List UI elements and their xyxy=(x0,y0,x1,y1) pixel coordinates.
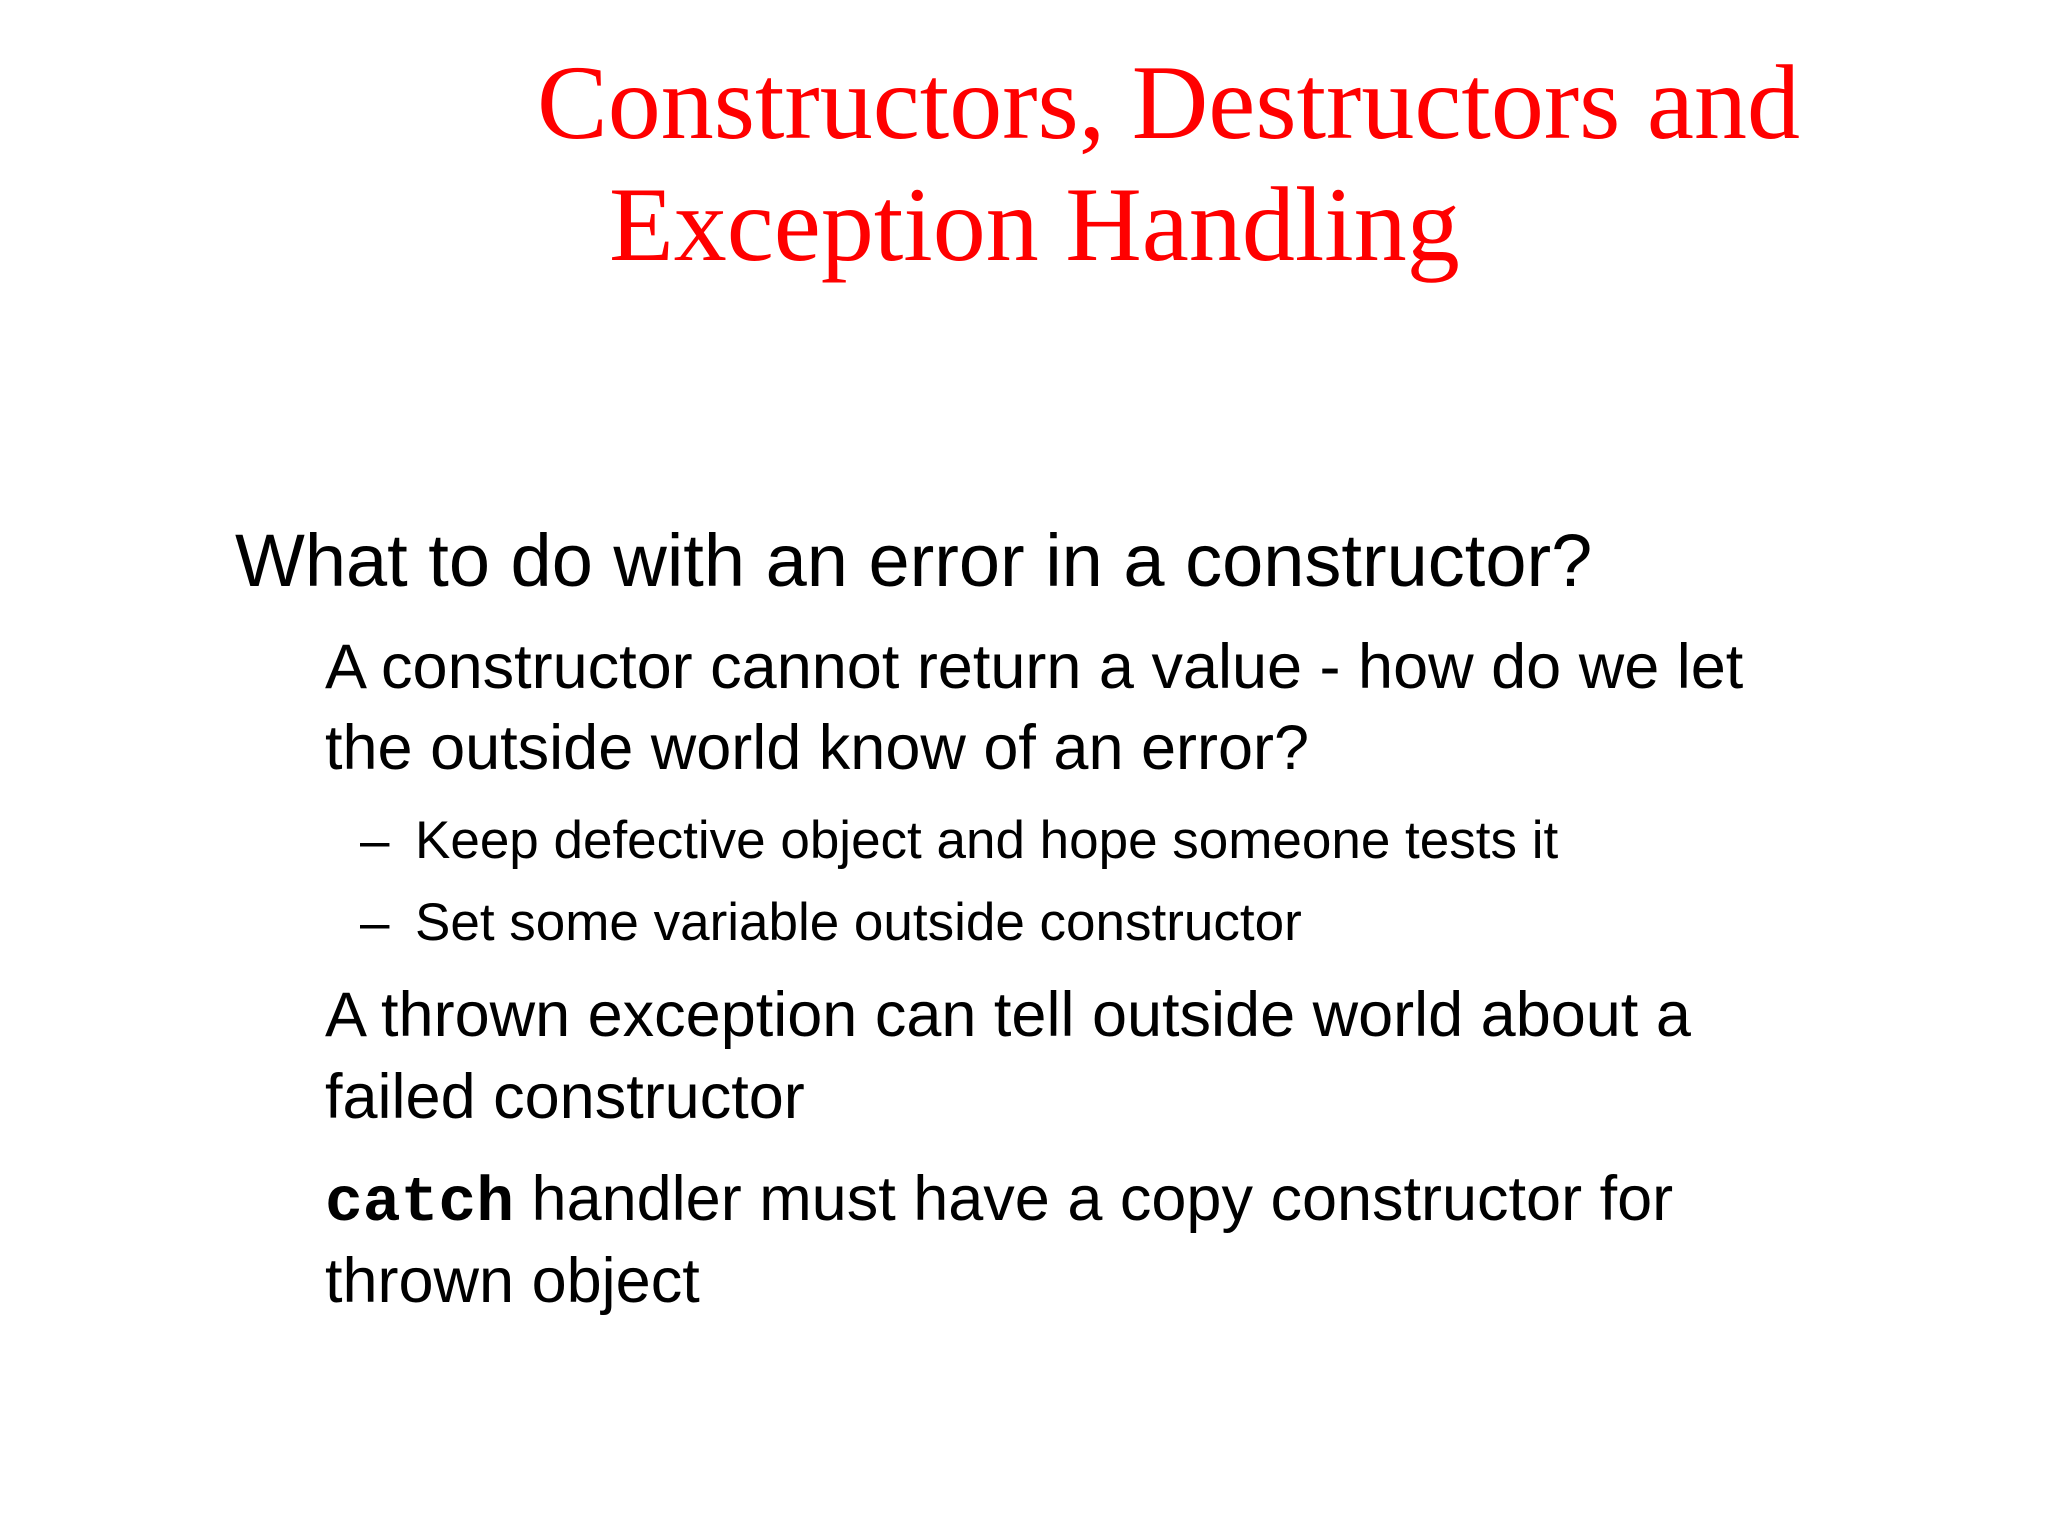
bullet-3-line-1-text: handler must have a copy constructor for xyxy=(514,1164,1674,1234)
bullet-2-line-2: failed constructor xyxy=(325,1062,805,1132)
bullet-1-line-1: A constructor cannot return a value - how do we let xyxy=(325,632,1744,702)
bullet-3-line-1 xyxy=(325,1164,1674,1239)
bullet-3-line-2: thrown object xyxy=(325,1246,700,1316)
slide-title-line-1: Constructors, Destructors and xyxy=(537,44,1800,161)
sub-bullet-2-dash: – xyxy=(360,893,390,952)
sub-bullet-1-text: Keep defective object and hope someone tests it xyxy=(415,811,1559,870)
catch-keyword: catch xyxy=(325,1168,515,1239)
question-heading: What to do with an error in a constructor? xyxy=(235,519,1593,602)
slide-title-line-2: Exception Handling xyxy=(609,166,1460,283)
sub-bullet-2-text: Set some variable outside constructor xyxy=(415,893,1302,952)
bullet-1-line-2: the outside world know of an error? xyxy=(325,713,1310,783)
sub-bullet-1-dash: – xyxy=(360,811,390,870)
bullet-2-line-1: A thrown exception can tell outside world about a xyxy=(325,980,1691,1050)
